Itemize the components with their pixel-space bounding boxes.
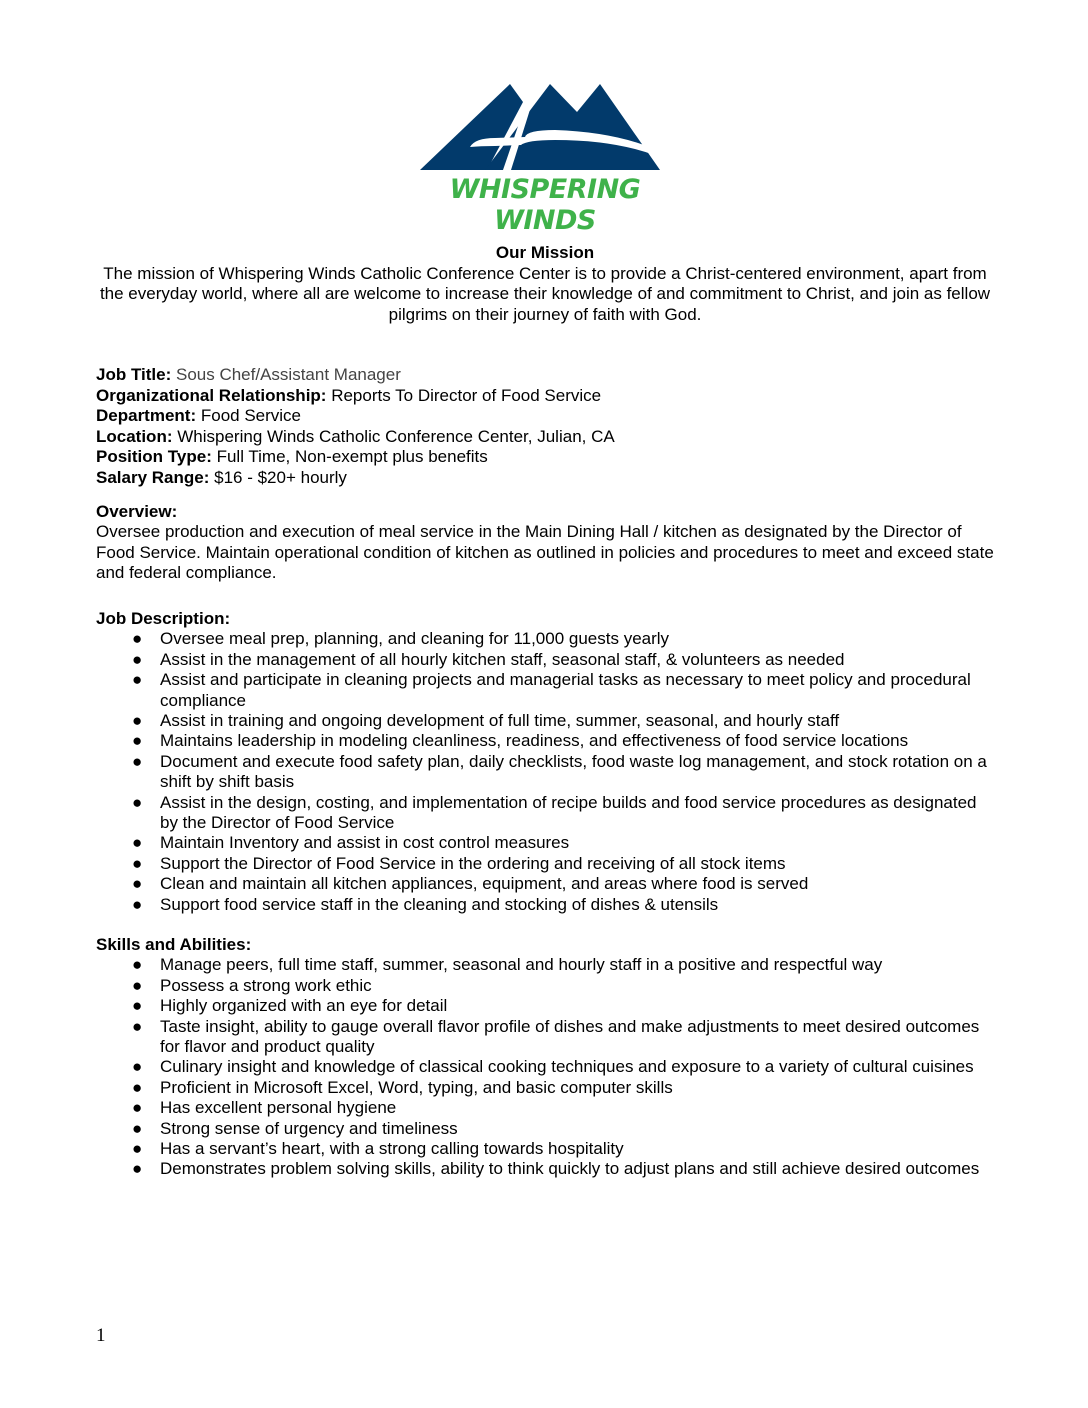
list-item-text: Culinary insight and knowledge of classical cooking techniques and exposure to a variety of cultural cuisines [160, 1057, 974, 1077]
mission-title: Our Mission [495, 243, 595, 262]
list-item [96, 711, 996, 731]
position-type-field: Position Type: Full Time, Non-exempt plus benefits [96, 447, 488, 466]
list-item [96, 955, 996, 975]
overview-text: Oversee production and execution of meal service in the Main Dining Hall / kitchen as designated by the Director of Food Service. Maintain operational condition of kitchen as outlined in policies and procedures to meet and exceed state and federal compliance. [96, 522, 994, 583]
skills-section [96, 935, 996, 1180]
job-description-list [96, 629, 996, 915]
department-field: Department: Food Service [96, 406, 302, 425]
bullet-icon: ● [132, 975, 143, 995]
list-item-text: Clean and maintain all kitchen appliances, equipment, and areas where food is served [160, 874, 809, 894]
list-item [96, 976, 996, 996]
list-item [96, 874, 996, 894]
list-item [96, 1017, 996, 1058]
list-item-text: Assist in the management of all hourly kitchen staff, seasonal staff, & volunteers as needed [160, 649, 845, 669]
list-item-text: Strong sense of urgency and timeliness [160, 1118, 458, 1138]
job-title-value: Sous Chef/Assistant Manager [175, 365, 401, 384]
list-item [96, 854, 996, 874]
bullet-icon: ● [132, 1016, 143, 1036]
list-item [96, 1119, 996, 1139]
bullet-icon: ● [132, 649, 143, 669]
skills-list [96, 955, 996, 1179]
bullet-icon: ● [132, 1077, 143, 1097]
list-item-text: Has a servant’s heart, with a strong calling towards hospitality [160, 1139, 624, 1159]
bullet-icon: ● [132, 629, 143, 649]
list-item [96, 629, 996, 649]
list-item-text: Proficient in Microsoft Excel, Word, typing, and basic computer skills [160, 1077, 673, 1097]
bullet-icon: ● [132, 670, 143, 690]
list-item-text: Maintain Inventory and assist in cost control measures [160, 833, 570, 853]
list-item-text: Document and execute food safety plan, daily checklists, food waste log management, and stock rotation on a shift by shift basis [160, 751, 987, 792]
salary-range-field: Salary Range: $16 - $20+ hourly [96, 467, 347, 487]
list-item-text: Demonstrates problem solving skills, ability to think quickly to adjust plans and still achieve desired outcomes [160, 1159, 980, 1179]
bullet-icon: ● [132, 853, 143, 873]
list-item-text: Taste insight, ability to gauge overall flavor profile of dishes and make adjustments to meet desired outcomes for flavor and product quality [160, 1016, 980, 1057]
bullet-icon: ● [132, 894, 143, 914]
list-item [96, 996, 996, 1016]
list-item-text: Highly organized with an eye for detail [160, 996, 448, 1016]
bullet-icon: ● [132, 711, 143, 731]
logo-wordmark: WHISPERING WINDS [449, 174, 641, 236]
bullet-icon: ● [132, 751, 143, 771]
mission-section [90, 243, 1000, 325]
list-item [96, 1159, 996, 1179]
list-item-text: Possess a strong work ethic [160, 975, 372, 995]
mission-text: The mission of Whispering Winds Catholic Conference Center is to provide a Christ-centered environment, apart from the everyday world, where all are welcome to increase their knowledge of and commitment to Christ, and join as fellow pilgrims on their journey of faith with God. [99, 263, 991, 324]
job-description-section [96, 609, 996, 915]
bullet-icon: ● [132, 731, 143, 751]
list-item-text: Assist and participate in cleaning projects and managerial tasks as necessary to meet policy and procedural compliance [160, 670, 971, 710]
overview-section [96, 502, 996, 584]
bullet-icon: ● [132, 955, 143, 975]
org-relationship-field: Organizational Relationship: Reports To Director of Food Service [96, 385, 602, 405]
list-item [96, 650, 996, 670]
list-item-text: Oversee meal prep, planning, and cleaning for 11,000 guests yearly [160, 629, 670, 649]
list-item-text: Assist in training and ongoing development of full time, summer, seasonal, and hourly staff [160, 711, 840, 731]
list-item [96, 752, 996, 793]
list-item [96, 731, 996, 751]
location-field: Location: Whispering Winds Catholic Conference Center, Julian, CA [96, 426, 615, 446]
mountain-cross-logo-icon [395, 70, 695, 170]
list-item [96, 833, 996, 853]
list-item [96, 895, 996, 915]
bullet-icon: ● [132, 874, 143, 894]
list-item-text: Maintains leadership in modeling cleanliness, readiness, and effectiveness of food service locations [160, 731, 909, 751]
bullet-icon: ● [132, 1139, 143, 1159]
skills-heading: Skills and Abilities: [96, 935, 252, 954]
list-item [96, 1057, 996, 1077]
list-item-text: Support food service staff in the cleaning and stocking of dishes & utensils [160, 894, 719, 914]
whispering-winds-logo [395, 70, 695, 236]
list-item-text: Manage peers, full time staff, summer, seasonal and hourly staff in a positive and respectful way [160, 955, 883, 975]
list-item-text: Has excellent personal hygiene [160, 1098, 397, 1118]
bullet-icon: ● [132, 996, 143, 1016]
bullet-icon: ● [132, 833, 143, 853]
list-item [96, 670, 996, 711]
bullet-icon: ● [132, 1098, 143, 1118]
bullet-icon: ● [132, 792, 143, 812]
job-description-heading: Job Description: [96, 609, 231, 628]
list-item [96, 793, 996, 834]
list-item-text: Assist in the design, costing, and implementation of recipe builds and food service procedures as designated by the Director of Food Service [160, 792, 977, 833]
job-details [96, 365, 615, 488]
list-item [96, 1098, 996, 1118]
list-item [96, 1139, 996, 1159]
bullet-icon: ● [132, 1057, 143, 1077]
list-item-text: Support the Director of Food Service in the ordering and receiving of all stock items [160, 853, 786, 873]
bullet-icon: ● [132, 1159, 143, 1179]
bullet-icon: ● [132, 1118, 143, 1138]
job-title-field: Job Title: Sous Chef/Assistant Manager [96, 365, 401, 384]
page-number: 1 [96, 1325, 106, 1346]
overview-heading: Overview: [96, 502, 178, 521]
list-item [96, 1078, 996, 1098]
